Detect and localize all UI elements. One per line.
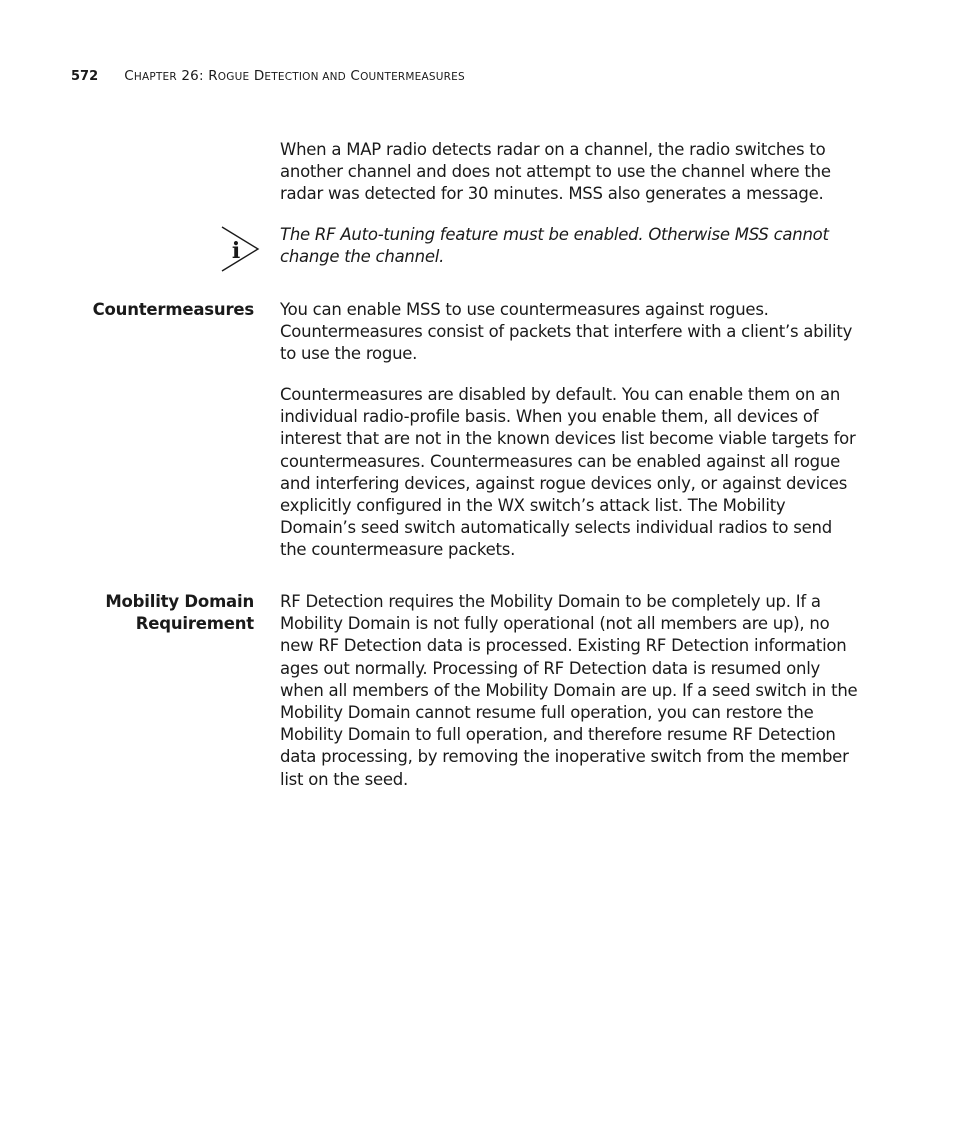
chapter-title-part: C (124, 68, 134, 84)
countermeasures-paragraph-2: Countermeasures are disabled by default. You can enable them on an individual radio-profile basis. When you enable them, all devices of interest that are not in the known devices list become viable targets for countermeasures. Countermeasures can be enabled against all rogue and interfering devices, against rogue devices only, or against devices explicitly configured in the WX switch’s attack list. The Mobility Domain’s seed switch automatically selects individual radios to send the countermeasure packets. (280, 385, 856, 560)
page-number: 572 (71, 69, 99, 84)
chapter-title-part: C (345, 68, 361, 84)
section-heading-countermeasures: Countermeasures (92, 300, 254, 319)
chapter-title-part: R (208, 68, 218, 84)
heading-line: Mobility Domain (105, 592, 254, 611)
mobility-domain-paragraph: RF Detection requires the Mobility Domain to be completely up. If a Mobility Domain is not fully operational (not all members are up), no new RF Detection data is processed. Existing RF Detection information ages out normally. Processing of RF Detection data is resumed only when all members of the Mobility Domain are up. If a seed switch in the Mobility Domain cannot resume full operation, you can restore the Mobility Domain to full operation, and therefore resume RF Detection data processing, by removing the inoperative switch from the member list on the seed. (280, 592, 858, 789)
heading-line: Requirement (135, 614, 254, 634)
chapter-title (124, 68, 465, 84)
chapter-title-part: 26: (176, 68, 209, 84)
chapter-title-part: D (249, 68, 265, 84)
info-icon (220, 226, 262, 272)
countermeasures-paragraph-1: You can enable MSS to use countermeasures against rogues. Countermeasures consist of packets that interfere with a client’s ability to use the rogue. (280, 300, 853, 364)
chapter-title-part: OGUE (217, 71, 250, 83)
chapter-title-part: OUNTERMEASURES (360, 71, 465, 83)
section-heading-mobility-domain (34, 591, 254, 635)
chapter-title-part: HAPTER (133, 71, 177, 83)
chapter-title-part: ETECTION AND (264, 71, 346, 83)
svg-text:i: i (231, 238, 241, 264)
running-header (71, 66, 465, 87)
intro-paragraph: When a MAP radio detects radar on a channel, the radio switches to another channel and does not attempt to use the channel where the radar was detected for 30 minutes. MSS also generates a message. (280, 140, 831, 204)
note-text: The RF Auto-tuning feature must be enabled. Otherwise MSS cannot change the channel. (280, 225, 829, 267)
